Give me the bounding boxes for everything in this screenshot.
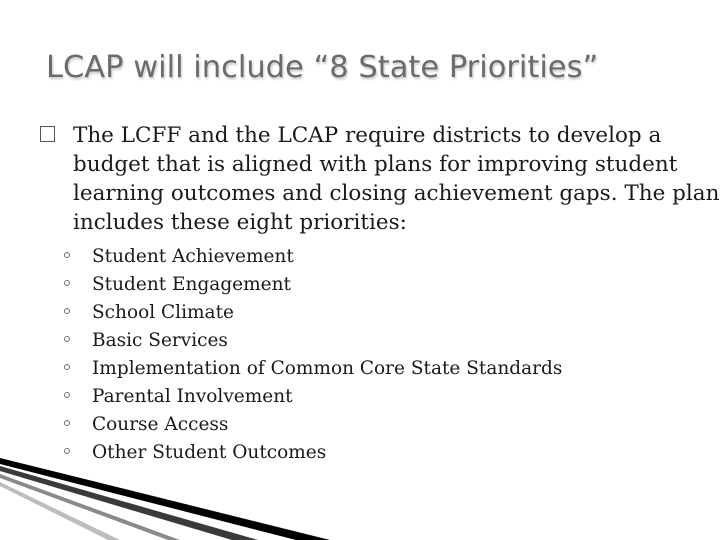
priority-label: Parental Involvement bbox=[92, 386, 293, 407]
priority-label: Other Student Outcomes bbox=[92, 442, 327, 463]
priority-label: School Climate bbox=[92, 302, 234, 323]
priority-label: Course Access bbox=[92, 414, 229, 435]
priority-label: Student Achievement bbox=[92, 246, 294, 267]
priority-label: Implementation of Common Core State Standards bbox=[92, 358, 563, 379]
swoosh-stroke-faint bbox=[0, 482, 120, 540]
slide-title: LCAP will include “8 State Priorities” bbox=[46, 50, 599, 85]
priority-label: Basic Services bbox=[92, 330, 228, 351]
swoosh-stroke-dark bbox=[0, 458, 330, 540]
main-bullet-text: The LCFF and the LCAP require districts to develop a budget that is aligned with plans for improving student learning outcomes and closing achievement gaps. The plan includes these eight priorities: bbox=[73, 123, 720, 235]
priority-label: Student Engagement bbox=[92, 274, 291, 295]
